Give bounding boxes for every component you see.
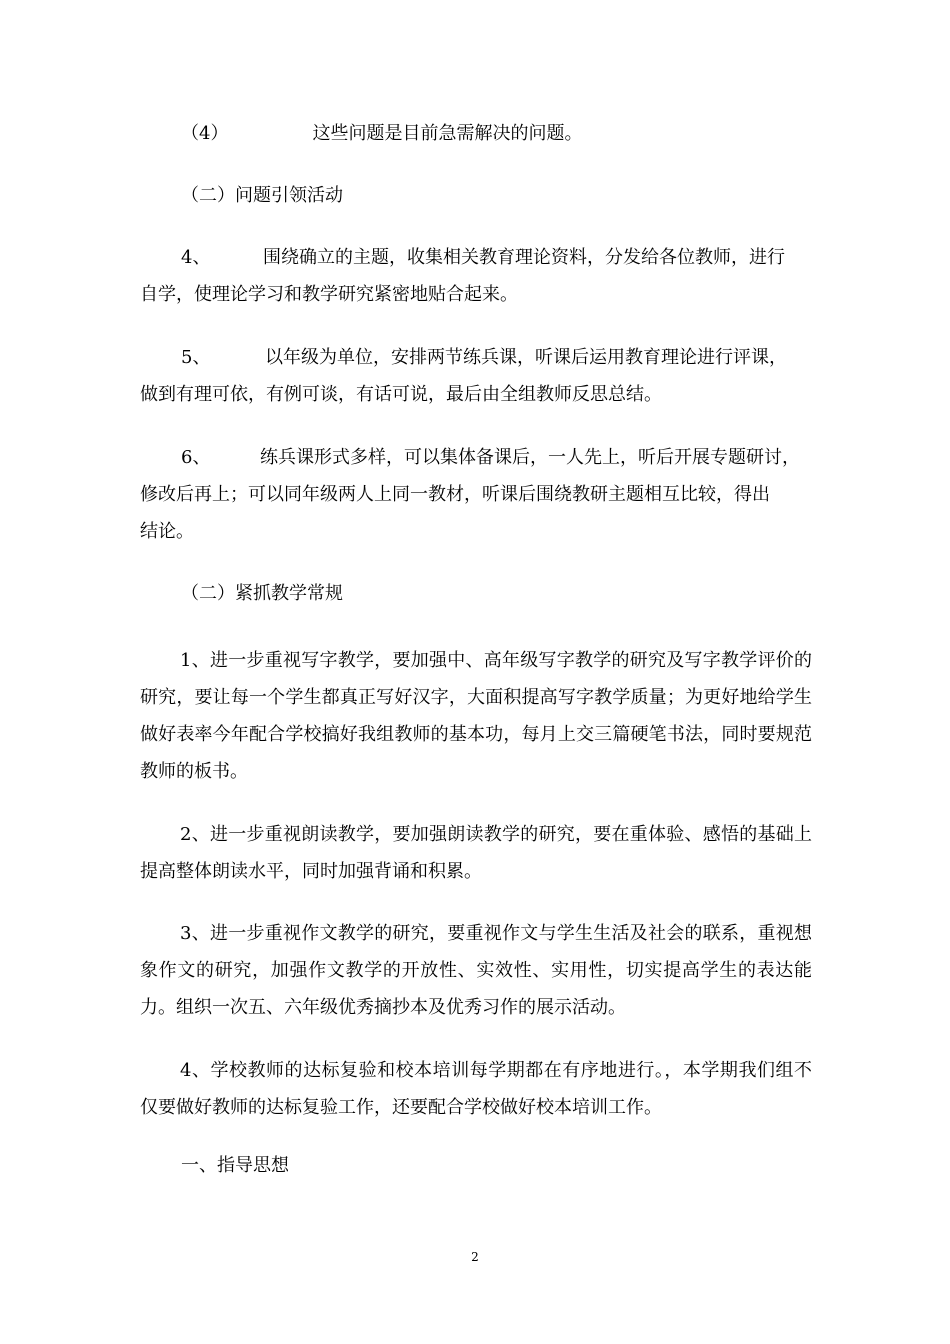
routine-paragraph-2: 2、进一步重视朗读教学，要加强朗读教学的研究，要在重体验、感悟的基础上提高整体朗读水平，同时加强背诵和积累。 <box>140 824 812 882</box>
item-number: （4） <box>181 123 229 144</box>
paragraph-text: 练兵课形式多样，可以集体备课后，一人先上，听后开展专题研讨， <box>260 447 800 468</box>
paragraph-4-line-1 <box>181 248 785 268</box>
section-heading: （二）问题引领活动 <box>181 185 343 206</box>
section-heading: 一、指导思想 <box>181 1155 289 1176</box>
page-number: 2 <box>471 1250 479 1264</box>
paragraph-5-line-2: 做到有理可依，有例可谈，有话可说，最后由全组教师反思总结。 <box>140 384 662 405</box>
paragraph-number: 5、 <box>181 347 211 368</box>
item-text: 这些问题是目前急需解决的问题。 <box>312 123 583 144</box>
routine-paragraph-3: 3、进一步重视作文教学的研究，要重视作文与学生生活及社会的联系，重视想象作文的研究，加强作文教学的开放性、实效性、实用性，切实提高学生的表达能力。组织一次五、六年级优秀摘抄本及优秀习作的展示活动。 <box>140 923 812 1018</box>
paragraph-6-line-3: 结论。 <box>140 521 194 542</box>
routine-paragraph-4: 4、学校教师的达标复验和校本培训每学期都在有序地进行。，本学期我们组不仅要做好教师的达标复验工作，还要配合学校做好校本培训工作。 <box>140 1060 812 1118</box>
paragraph-number: 6、 <box>181 447 211 468</box>
routine-paragraph-1: 1、进一步重视写字教学，要加强中、高年级写字教学的研究及写字教学评价的研究，要让每一个学生都真正写好汉字，大面积提高写字教学质量；为更好地给学生做好表率今年配合学校搞好我组教师的基本功，每月上交三篇硬笔书法，同时要规范教师的板书。 <box>140 650 812 782</box>
paragraph-4-line-2: 自学，使理论学习和教学研究紧密地贴合起来。 <box>140 284 518 305</box>
paragraph-6-line-2: 修改后再上；可以同年级两人上同一教材，听课后围绕教研主题相互比较，得出 <box>140 484 770 505</box>
item-4-line <box>181 124 582 144</box>
paragraph-text: 以年级为单位，安排两节练兵课，听课后运用教育理论进行评课， <box>265 347 787 368</box>
paragraph-number: 4、 <box>181 247 211 268</box>
paragraph-6-line-1 <box>181 448 800 468</box>
paragraph-5-line-1 <box>181 348 787 368</box>
paragraph-text: 围绕确立的主题，收集相关教育理论资料，分发给各位教师，进行 <box>263 247 785 268</box>
section-heading: （二）紧抓教学常规 <box>181 583 343 604</box>
